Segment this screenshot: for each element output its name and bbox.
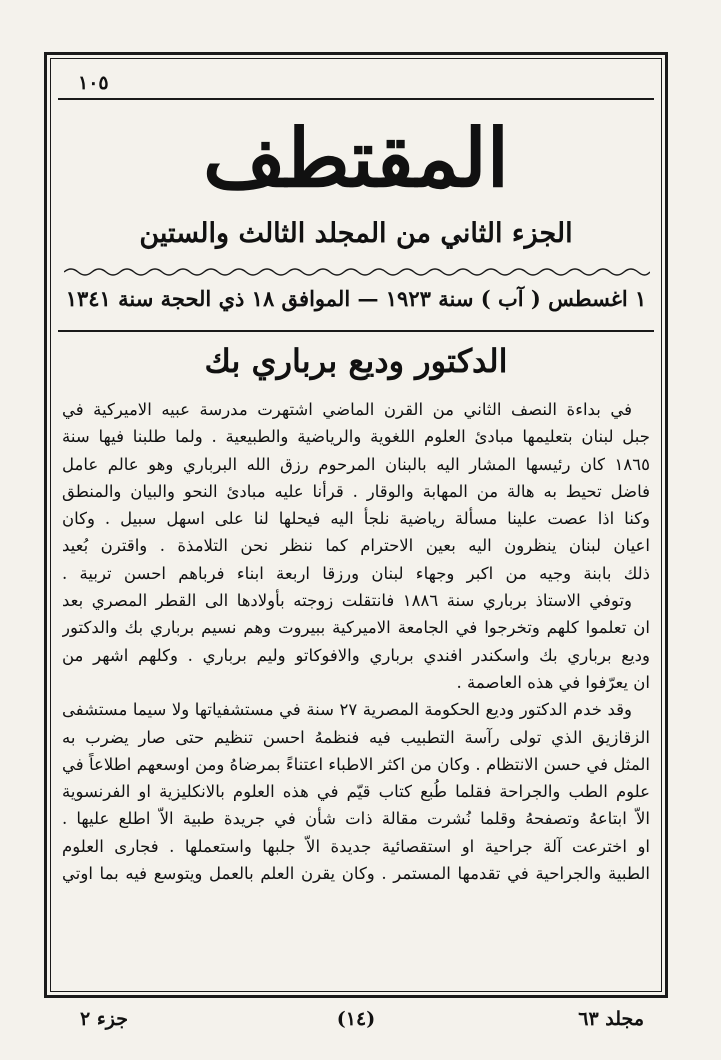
article-line: ١٨٦٥ كان رئيسها المشار اليه بالبنان المرحوم رزق الله البرباري وهو عالم عامل [62,454,650,474]
wavy-divider [64,266,650,278]
footer-part: جزء ٢ [80,1008,128,1030]
top-divider [58,98,654,100]
article-line: فاضل تحيط به هالة من المهابة والوقار . قرأنا عليه مبادئ النحو والبيان والمنطق [62,481,650,501]
footer-issue-number: (١٤) [336,1008,376,1030]
article-body [62,396,650,887]
page-number: ١٠٥ [78,72,109,94]
article-line: او اخترعت آلة جراحية او استقصائية جديدة الاّ جلبها واستعملها . فجارى العلوم [62,836,650,856]
article-line: وقد خدم الدكتور وديع الحكومة المصرية ٢٧ سنة في مستشفياتها ولا سيما مستشفى [62,700,632,720]
article-line: ذلك بابنة وجيه من اكبر وجهاء لبنان ورزقا اربعة ابناء فرباهم احسن تربية . [62,563,650,583]
footer-volume: مجلد ٦٣ [578,1008,644,1030]
article-line: وكنا اذا عصت علينا مسألة رياضية نلجأ اليه فيحلها لنا على اسهل سبيل . وكان [62,509,650,529]
article-line: الزقازيق الذي تولى رآسة التطبيب فيه فنظمهُ احسن تنظيم حتى صار يضرب به [62,727,650,747]
article-line: الاّ ابتاعهُ وتصفحهُ وقلما نُشرت مقالة ذات شأن في جريدة طبية الاّ اطلع عليها . [62,809,650,829]
article-line: ان تعلموا كلهم وتخرجوا في الجامعة الاميركية ببيروت وهم نسيم برباري بك والدكتور [62,618,650,638]
article-line: علوم الطب والجراحة فقلما طُبع كتاب قيّم في هذه العلوم بالانكليزية او الفرنسوية [62,782,650,802]
header-divider [58,330,654,332]
article-line: الطبية والجراحية في تقدمها المستمر . وكان يقرن العلم بالعمل ويتوسع فيه بما اوتي [62,864,650,884]
article-line: ان يعرّفوا في هذه العاصمة . [456,672,650,692]
masthead-title: المقتطف [203,111,509,205]
article-title: الدكتور وديع برباري بك [204,342,508,380]
issue-date-line: ١ اغسطس ( آب ) سنة ١٩٢٣ — الموافق ١٨ ذي الحجة سنة ١٣٤١ [65,286,647,311]
article-line: وديع برباري بك واسكندر افندي برباري والافوكاتو وليم برباري . وكلهم اشهر من [62,645,650,665]
masthead-subtitle: الجزء الثاني من المجلد الثالث والستين [139,218,573,249]
article-line: المثل في حسن الانتظام . وكان من اكثر الاطباء اعتناءً بمرضاهُ ومن اوسعهم اطلاعاً في [62,754,650,774]
page-footer [60,1008,652,1038]
article-line: وتوفي الاستاذ برباري سنة ١٨٨٦ فانتقلت زوجته بأولادها الى القطر المصري بعد [62,591,632,611]
article-line: في بداءة النصف الثاني من القرن الماضي اشتهرت مدرسة عبيه الاميركية في [62,400,632,419]
article-line: اعيان لبنان ينظرون اليه بعين الاحترام كما ننظر نحن التلامذة . واقترن بُعيد [62,536,650,556]
article-line: جبل لبنان بتعليمها مبادئ العلوم اللغوية والرياضية والطبيعية . ولما طلبنا فيها سنة [62,427,650,447]
